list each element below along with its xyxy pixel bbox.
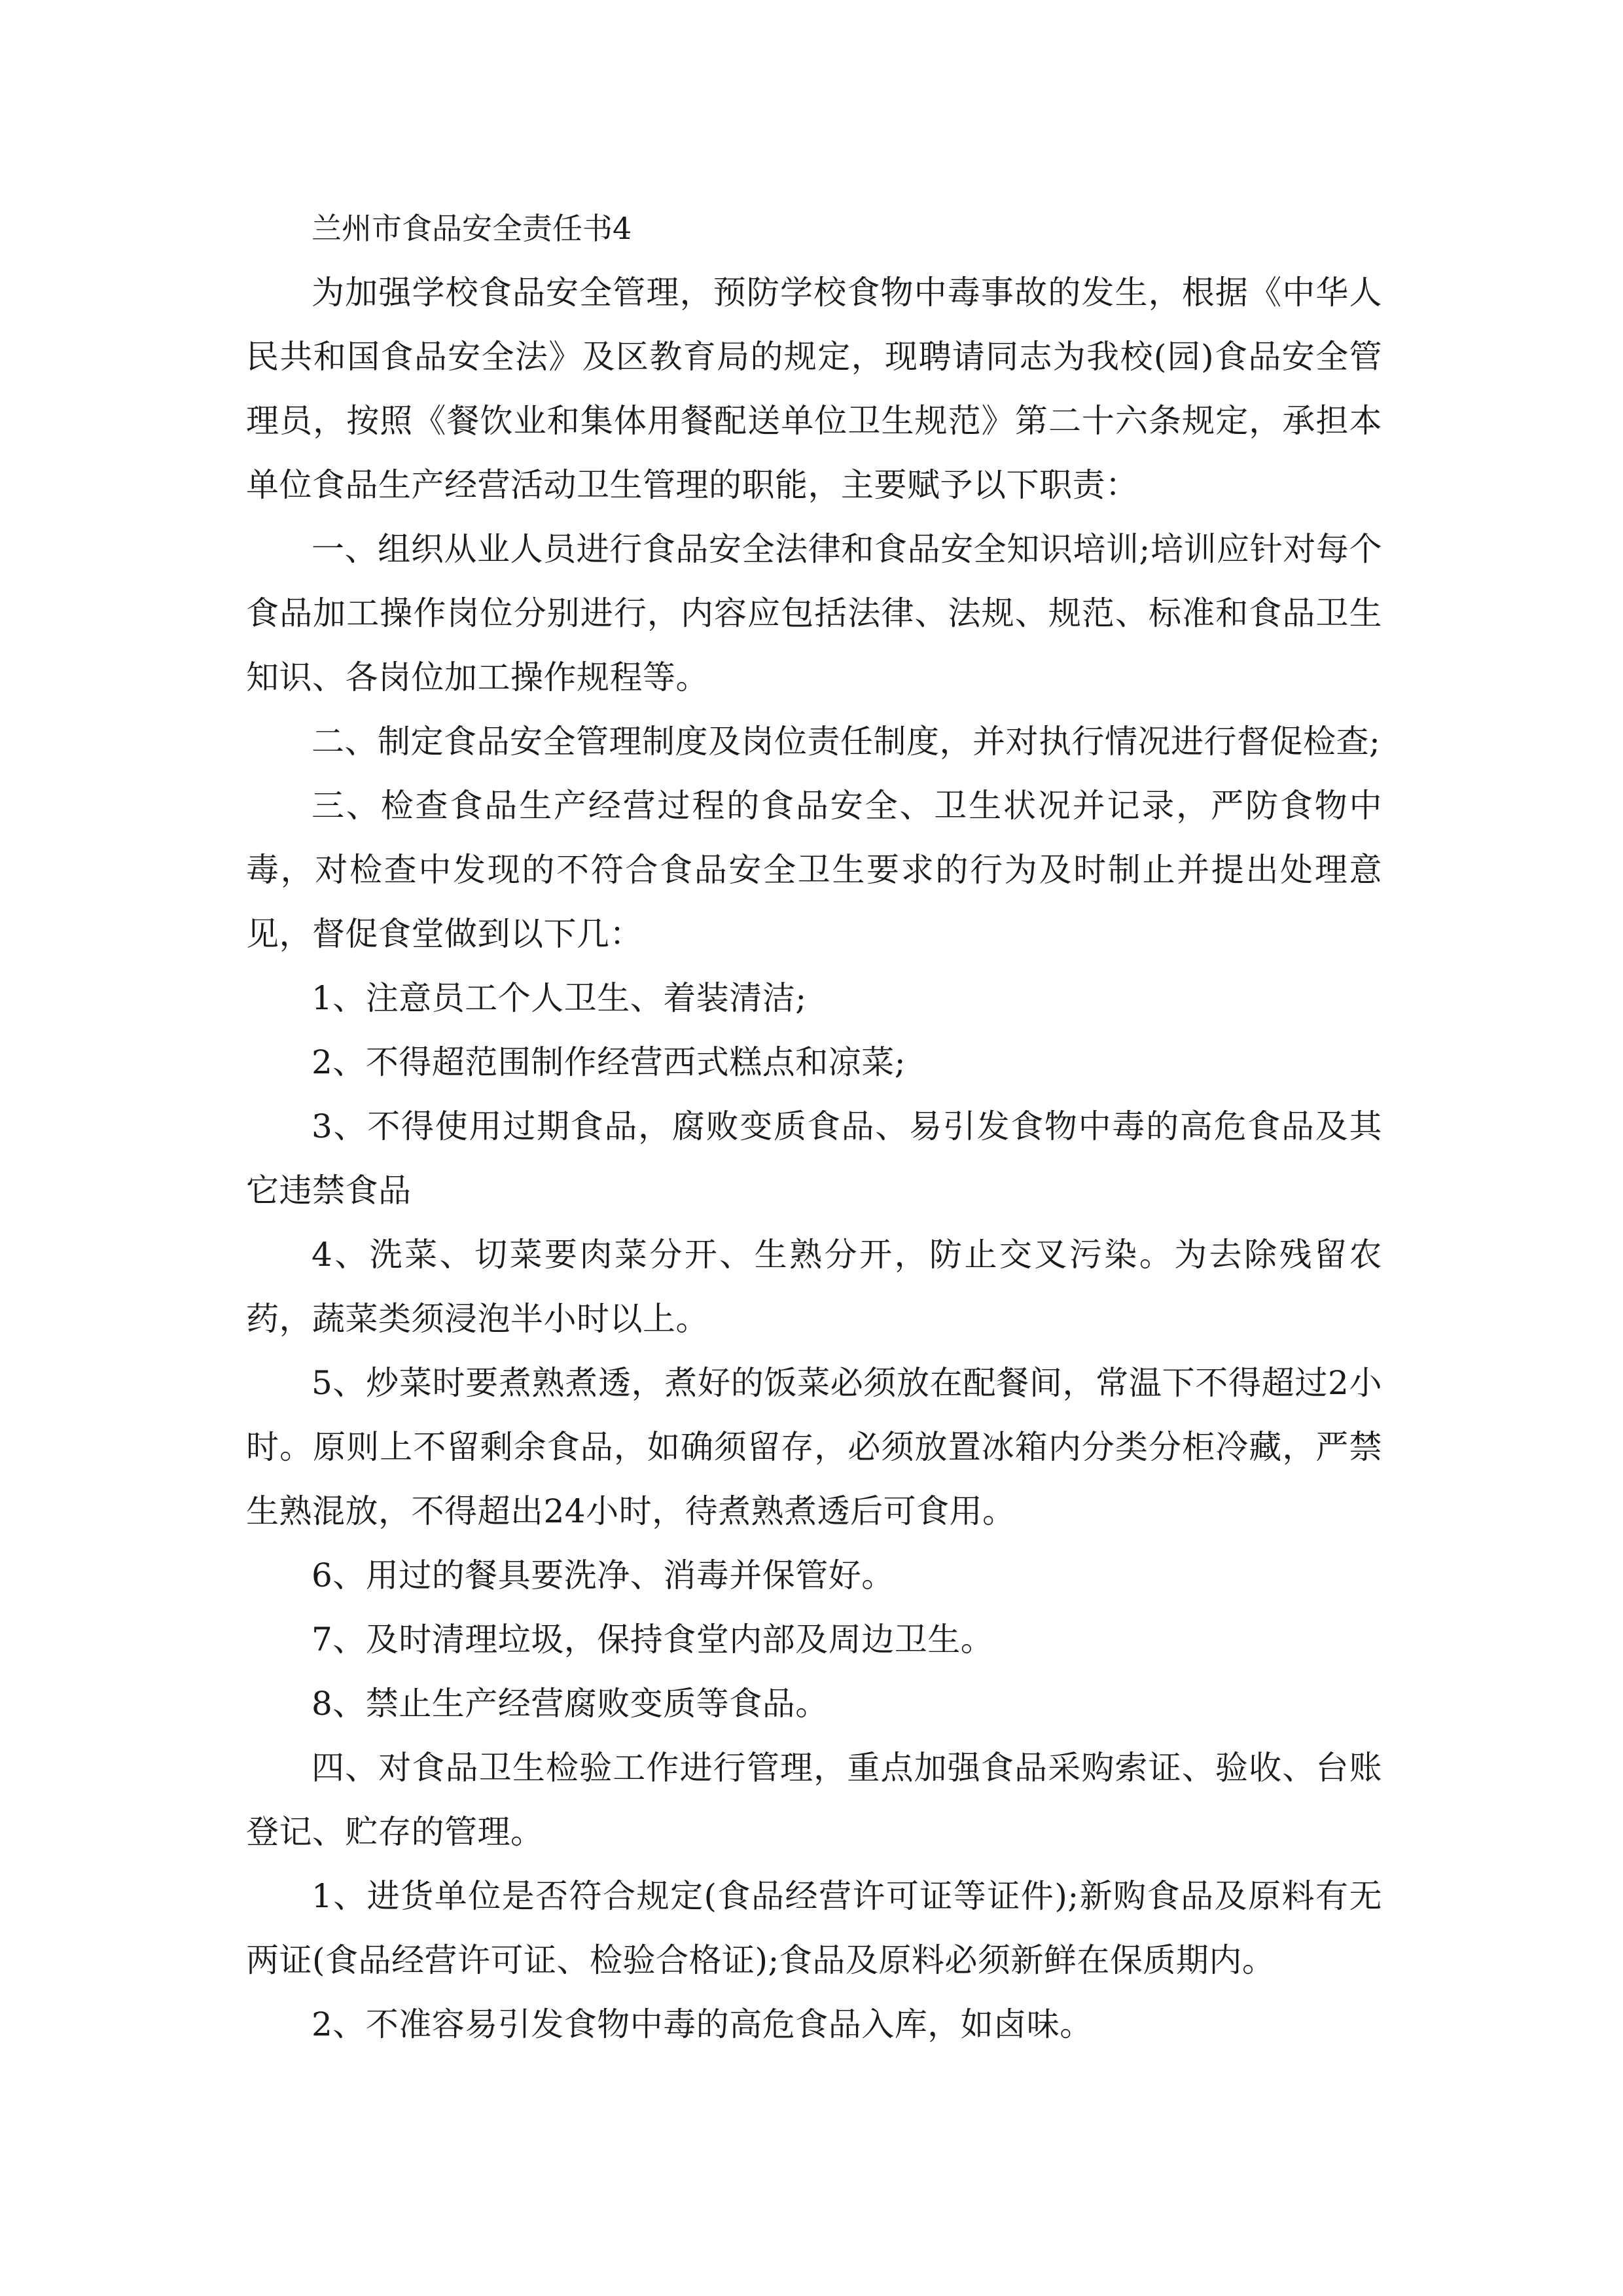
paragraph-sub-item-1: 1、进货单位是否符合规定(食品经营许可证等证件);新购食品及原料有无两证(食品经营许可证、检验合格证);食品及原料必须新鲜在保质期内。 (246, 1877, 1382, 1979)
paragraph-item-3: 3、不得使用过期食品，腐败变质食品、易引发食物中毒的高危食品及其它违禁食品 (246, 1107, 1382, 1210)
document-body (246, 196, 1382, 2056)
paragraph-intro: 为加强学校食品安全管理，预防学校食物中毒事故的发生，根据《中华人民共和国食品安全法》及区教育局的规定，现聘请同志为我校(园)食品安全管理员，按照《餐饮业和集体用餐配送单位卫生规范》第二十六条规定，承担本单位食品生产经营活动卫生管理的职能，主要赋予以下职责： (246, 274, 1382, 504)
paragraph-duty-2: 二、制定食品安全管理制度及岗位责任制度，并对执行情况进行督促检查; (312, 723, 1381, 761)
paragraph-item-6: 6、用过的餐具要洗净、消毒并保管好。 (312, 1556, 895, 1594)
paragraph-duty-3: 三、检查食品生产经营过程的食品安全、卫生状况并记录，严防食物中毒，对检查中发现的不符合食品安全卫生要求的行为及时制止并提出处理意见，督促食堂做到以下几： (246, 787, 1382, 953)
paragraph-item-7: 7、及时清理垃圾，保持食堂内部及周边卫生。 (312, 1621, 994, 1659)
paragraph-duty-4: 四、对食品卫生检验工作进行管理，重点加强食品采购索证、验收、台账登记、贮存的管理。 (246, 1749, 1382, 1851)
paragraph-item-2: 2、不得超范围制作经营西式糕点和凉菜; (312, 1043, 906, 1081)
document-title: 兰州市食品安全责任书4 (312, 211, 632, 246)
paragraph-item-4: 4、洗菜、切菜要肉菜分开、生熟分开，防止交叉污染。为去除残留农药，蔬菜类须浸泡半小时以上。 (246, 1236, 1382, 1338)
paragraph-item-5: 5、炒菜时要煮熟煮透，煮好的饭菜必须放在配餐间，常温下不得超过2小时。原则上不留剩余食品，如确须留存，必须放置冰箱内分类分柜冷藏，严禁生熟混放，不得超出24小时，待煮熟煮透后可食用。 (246, 1364, 1382, 1530)
paragraph-duty-1: 一、组织从业人员进行食品安全法律和食品安全知识培训;培训应针对每个食品加工操作岗位分别进行，内容应包括法律、法规、规范、标准和食品卫生知识、各岗位加工操作规程等。 (246, 530, 1382, 696)
paragraph-item-1: 1、注意员工个人卫生、着装清洁; (312, 979, 807, 1017)
paragraph-item-8: 8、禁止生产经营腐败变质等食品。 (312, 1685, 829, 1723)
paragraph-sub-item-2: 2、不准容易引发食物中毒的高危食品入库，如卤味。 (312, 2005, 1093, 2043)
